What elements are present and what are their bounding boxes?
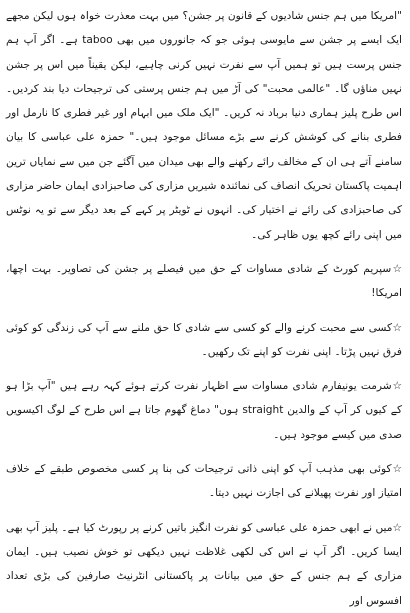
paragraph-intro: "امریکا میں ہم جنس شادیوں کے قانون پر جشن؟ میں بہت معذرت خواہ ہوں لیکن مجھے ایک ایسے پر جشن سے مایوسی ہوئی جو کہ جانوروں میں بھی taboo ہے۔ اگر آپ ہم جنس پرست ہیں تو ہمیں آپ سے نفرت نہیں کرنی چاہیے، لیکن یقیناً میں اس پر جشن نہیں مناؤں گا۔ "عالمی محبت" کی آڑ میں ہم جنس پرستی کی ترجیحات دیا بند کردیں۔ اس طرح پلیز ہماری دنیا برباد نہ کریں۔ "ایک ملک میں ابہام اور غیر فطری کا نارمل اور فطری بنانے کی کوشش کرنے سے بڑے مسائل موجود ہیں۔" حمزہ علی عباسی کا بیان سامنے آتے ہی ان کے مخالف رائے رکھنے والے بھی میدان میں آگئے جن میں سے نمایاں ترین اہمیت پاکستان تحریک انصاف کی نمائندہ شیریں مزاری کی صاحبزادی ایمان حاضر مزاری کی صاحبزادی کی رائے نے اختیار کی۔ انہوں نے ٹویٹر پر کہے کے بعد دیگر سے تو یہ نوٹس میں اپنی رائے کچھ یوں ظاہر کی۔ (6, 10, 402, 241)
paragraph-bullet-love: ☆کسی سے محبت کرنے والے کو کسی سے شادی کا حق ملنے سے آپ کی زندگی کو کوئی فرق نہیں پڑتا۔ اپنی نفرت کو اپنے تک رکھیں۔ (6, 321, 402, 358)
paragraph-bullet-celebration: ☆سپریم کورٹ کے شادی مساوات کے حق میں فیصلے پر جشن کی تصاویر۔ بہت اچھا، امریکا! (6, 262, 402, 300)
paragraph-bullet-hate: ☆شرمت یونیفارم شادی مساوات سے اظہار نفرت کرتے ہوئے کہہ رہے ہیں "آپ بڑا ہو کے کیوں کر آپ کے والدین straight ہوں" دماغ گھوم جاتا ہے اس طرح کے لوگ اکیسویں صدی میں کیسے موجود ہیں۔ (6, 380, 402, 441)
paragraph-bullet-report: ☆میں نے ابھی حمزہ علی عباسی کو نفرت انگیز باتیں کرنے پر رپورٹ کیا ہے۔ پلیز آپ بھی ایسا کریں۔ اگر آپ نے اس کی لکھی غلاظت نہیں دیکھی تو خوش نصیب ہیں۔ ایمان مزاری کے ہم جنس کے حق میں بیانات پر پاکستانی انٹرنیٹ صارفین کی بڑی تعداد افسوس اور (6, 521, 402, 607)
paragraph-bullet-religion: ☆کوئی بھی مذہب آپ کو اپنی ذاتی ترجیحات کی بنا پر کسی مخصوص طبقے کے خلاف امتیاز اور نفرت پھیلانے کی اجازت نہیں دیتا۔ (6, 463, 402, 500)
